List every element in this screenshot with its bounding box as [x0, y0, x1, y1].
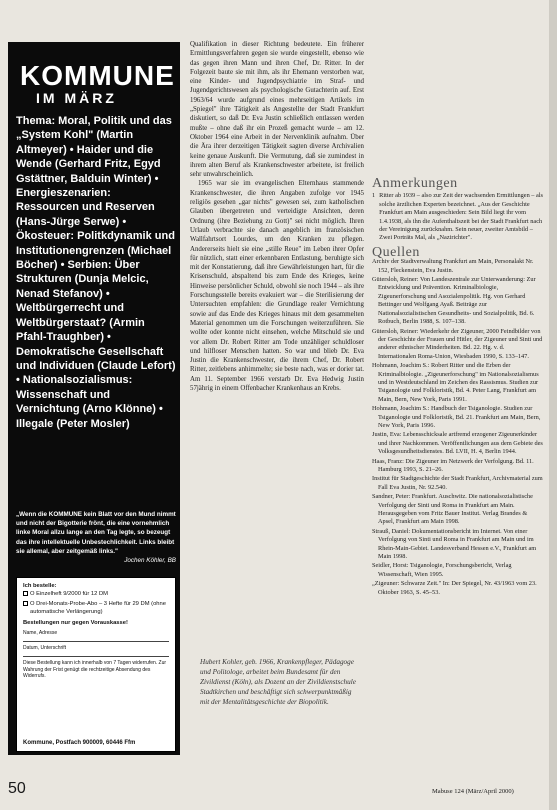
- source-item: „Zigeuner: Schwarze Zeit." In: Der Spiegel, Nr. 43/1963 vom 23. Oktober 1963, S. 45–53.: [372, 580, 537, 596]
- notes-heading: Anmerkungen: [372, 176, 458, 191]
- order-fine-print: Diese Bestellung kann ich innerhalb von 7 Tagen widerrufen. Zur Wahrung der Frist genügt die rechtzeitige Absendung des Widerrufs.: [23, 660, 167, 679]
- article-column: [190, 40, 364, 650]
- source-item: Hohmann, Joachim S.: Handbuch der Tsiganologie. Studien zur Tsiganologie und Folkloristik, Bd. 21. Frankfurt am Main, Bern, New York, Paris 1996.: [372, 405, 541, 429]
- issue-footer: Mabuse 124 (März/April 2000): [432, 788, 514, 795]
- source-item: Sandner, Peter: Frankfurt. Auschwitz. Die nationalsozialistische Verfolgung der Sinti und Roma in Frankfurt am Main. Herausgegeben vom Fritz Bauer Institut. Verlag Brandes & Apsel, Frankfurt am Main 1998.: [372, 493, 533, 526]
- checkbox-icon: [23, 591, 28, 596]
- order-title: Ich bestelle:: [23, 583, 57, 589]
- ad-title: KOMMUNE: [20, 60, 175, 91]
- ad-quote-text: „Wenn die KOMMUNE kein Blatt vor den Mund nimmt und nicht der Bigotterie frönt, die eine vornehmlich linke Moral allzu lange an den Tag legte, so bezeugt das ihre intellektuelle Unbestechlichkeit. Links bleibt sie allemal, aber zeitgemäß links.": [16, 511, 176, 555]
- order-option-trial[interactable]: [23, 600, 169, 616]
- order-option-single-issue[interactable]: [23, 590, 169, 598]
- note-number: 1: [372, 192, 376, 200]
- notes-and-sources-column: [372, 176, 544, 597]
- source-item: Archiv der Stadtverwaltung Frankfurt am Main, Personalakt Nr. 152, Fleckenstein, Eva Justin.: [372, 258, 534, 274]
- ad-subtitle: IM MÄRZ: [36, 90, 117, 106]
- ad-quote-author: Jochen Köhler, BB: [124, 557, 176, 565]
- source-item: Institut für Stadtgeschichte der Stadt Frankfurt, Archivmaterial zum Fall Eva Justin, Nr. 92.540.: [372, 475, 543, 491]
- source-item: Seidler, Horst: Tsiganologie, Forschungsbericht, Verlag Wissenschaft, Wien 1995.: [372, 562, 512, 578]
- order-address: Kommune, Postfach 900009, 60446 Ffm: [23, 740, 136, 746]
- page-edge-shadow: [549, 0, 557, 810]
- order-prepayment-note: Bestellungen nur gegen Vorauskasse!: [23, 620, 128, 626]
- source-item: Gütersloh, Reiner: Wiederkehr der Zigeuner, 2000 Feindbilder von der Geschichte der Frauen und Hitler, der Zigeuner und Sinti und anderer ethnischer Minderheiten. Bd. 22. Hg. v. d. Internationalen Roma-Union, Wiesbaden 1990, S. 133–147.: [372, 327, 543, 360]
- source-item: Gütersloh, Reiner: Von Landeszentrale zur Unterwanderung: Zur Entwicklung und Prävention. Kriminalbiologie, Zigeunerforschung und Asozialenpolitik. Hg. von Gerhard Bettinger und Wolfgang Ayaß. Beiträge zur Nationalsozialistischen Gesundheits- und Sozialpolitik, Bd. 6. Rotbuch, Berlin 1988, S. 107–138.: [372, 276, 536, 326]
- kommune-advertisement: [8, 42, 180, 755]
- source-item: Justin, Eva: Lebensschicksale artfremd erzogener Zigeunerkinder und ihrer Nachkommen. Veröffentlichungen aus dem Gebiete des Volksgesundheitsdienstes. Bd. LVII, H. 4, Berlin 1944.: [372, 431, 543, 456]
- article-paragraph: Qualifikation in dieser Richtung bedeutete. Ein früherer Ermittlungsverfahren gegen sie wurde eingestellt, ebenso wie das gegen ihren Mann und ihren Chef, Dr. Ritter. In der Folgezeit baute sie mit ihm, als ihr Ehemann verstorben war, eine Kinder- und Jugendpsychiatrie im Straf- und Jugendgerichtswesen als psychologische Gutachterin auf. Erst 1963/64 wurde aufgrund eines mehrseitigen Artikels im „Spiegel" ihre Tätigkeit als Angestellte der Stadt Frankfurt diskutiert, so daß Dr. Eva Justin schließlich entlassen werden mußte – ohne daß ihr ein Prozeß gemacht wurde – am 12. Oktober 1964 eine Arbeit in der Nervenklinik aufnahm. Über die Ära ihrer derzeitigen Tätigkeit sagten diverse Archivalien keine genaue Auskunft. Die Vermutung, daß sie zumindest in ihrem alten Beruf als Krankenschwester arbeitete, ist freilich sehr unwahrscheinlich.: [190, 41, 364, 179]
- source-item: Hohmann, Joachim S.: Robert Ritter und die Erben der Kriminalbiologie. „Zigeunerforschung" im Nationalsozialismus und in Westdeutschland im Zeichen des Rassismus. Studien zur Tsiganologie und Folkloristik, Bd. 4. Peter Lang, Frankfurt am Main, Bern, New York, Paris 1991.: [372, 362, 539, 403]
- order-form: [16, 577, 176, 752]
- note-item: [372, 192, 544, 242]
- note-text: Ritter ab 1939 – also zur Zeit der wachsenden Ermittlungen – als solche ärztlichen Experten bezeichnet. „Aus der Geschichte Frankfurt am Main ausgeschieden: Sein Bild liegt ihr vom 1.4.1938, als ihn die Aufenthaltszeit bei der Stadt Frankfurt nach der Vereinigung zurücknahm. Sein neuer, zweiter Amtsbild – Zwei Porträts Mal, als „Nazirichter".: [379, 192, 544, 242]
- ad-quote: [16, 510, 176, 565]
- page-number: 50: [8, 780, 26, 797]
- order-option-label: O Drei-Monats-Probe-Abo – 3 Hefte für 29 DM (ohne automatische Verlängerung): [30, 601, 166, 615]
- checkbox-icon: [23, 601, 28, 606]
- source-item: Haas, Franz: Die Zigeuner im Netzwerk der Verfolgung. Bd. 11. Hamburg 1993, S. 21–26.: [372, 457, 534, 473]
- source-list: [372, 258, 544, 597]
- source-item: Strauß, Daniel: Dokumentationsbericht im Internet. Von einer Verfolgung von Sinti und Roma in Frankfurt am Main und im Rhein-Main-Gebiet. Landesverband Hessen e.V., Frankfurt am Main 1998.: [372, 527, 537, 561]
- order-name-field[interactable]: Name, Adresse: [23, 629, 169, 642]
- sources-heading: Quellen: [372, 244, 420, 260]
- author-bio: Hubert Kohler, geb. 1966, Krankenpfleger, Pädagoge und Politologe, arbeitet beim Bundesamt für den Zivildienst (Köln), als Dozent an der Zivildienstschule Stadtkirchen und beschäftigt sich schwerpunktmäßig mit der Mentalitätsgeschichte der Biopolitik.: [200, 658, 356, 706]
- ad-body-text: Thema: Moral, Politik und das „System Kohl" (Martin Altmeyer) • Haider und die Wende (Gerhard Fritz, Egyd Gstättner, Balduin Winter) • Energieszenarien: Ressourcen und Reserven (Hans-Jürge Serwe) • Ökosteuer: Politkdynamik und Institutionengrenzen (Michael Böcher) • Serbien: Über Strukturen (Dunja Melcic, Nenad Stefanov) • Weltbürgerrecht und Weltbürgerstaat? (Armin Pfahl-Traughber) • Demokratische Gesellschaft und Individuen (Claude Lefort) • Nationalsozialismus: Wissenschaft und Vernichtung (Arno Klönne) • Illegale (Peter Mosler): [16, 115, 176, 430]
- order-option-label: O Einzelheft 9/2000 für 12 DM: [30, 591, 108, 597]
- order-signature-field[interactable]: Datum, Unterschrift: [23, 644, 169, 657]
- article-paragraph: 1965 war sie im evangelischen Elternhaus stammende Krankenschwester, die ihren Angaben zufolge vor 1945 religiös gesehen „gar nichts" gewesen sei, zum katholischen Glauben übergetreten und verteidigte Ansichten, deren Ordnung (ihre Beziehung zu Gott)" sei nicht möglich. Ihren Urlaub verbrachte sie danach angeblich im französischen Wallfahrtsort Lourdes, um den Kranken zu pflegen. Andererseits hielt sie eine „stille Reue" im Leben ihrer Opfer für nützlich, statt einer erkennbaren Entlastung, beruhigte sich mit der Konstatierung, daß ihre Gewährleistungen hart, für die Krisenschuld, abspaltend bis zum Ende des Krieges, keine Hinweise persönlicher Schuld, obwohl sie noch 1944 – als ihre Forschungsstelle bereits evakuiert war – die Sterilisierung der Untersuchten empfahlen: die Grundlage realer Vernichtung sowie auf das Ende des Krieges hinaus mit dem gesammelten Material genommen um die Forschungen weiterzuführen. Sie wollte oder konnte nicht einsehen, welche Mitschuld sie und vor allem Dr. Robert Ritter am Tode unzähliger schuldloser und hilfloser Menschen hatten. So war und blieb Dr. Eva Justin die Krankenschwester, die ihrem Chef, Dr. Robert Ritter, zeitlebens anhimmelte; sie beste nach, was er dorier tat. Am 11. September 1966 verstarb Dr. Eva Hedwig Justin 57jährig in einem Offenbacher Krankenhaus an Krebs.: [190, 180, 364, 392]
